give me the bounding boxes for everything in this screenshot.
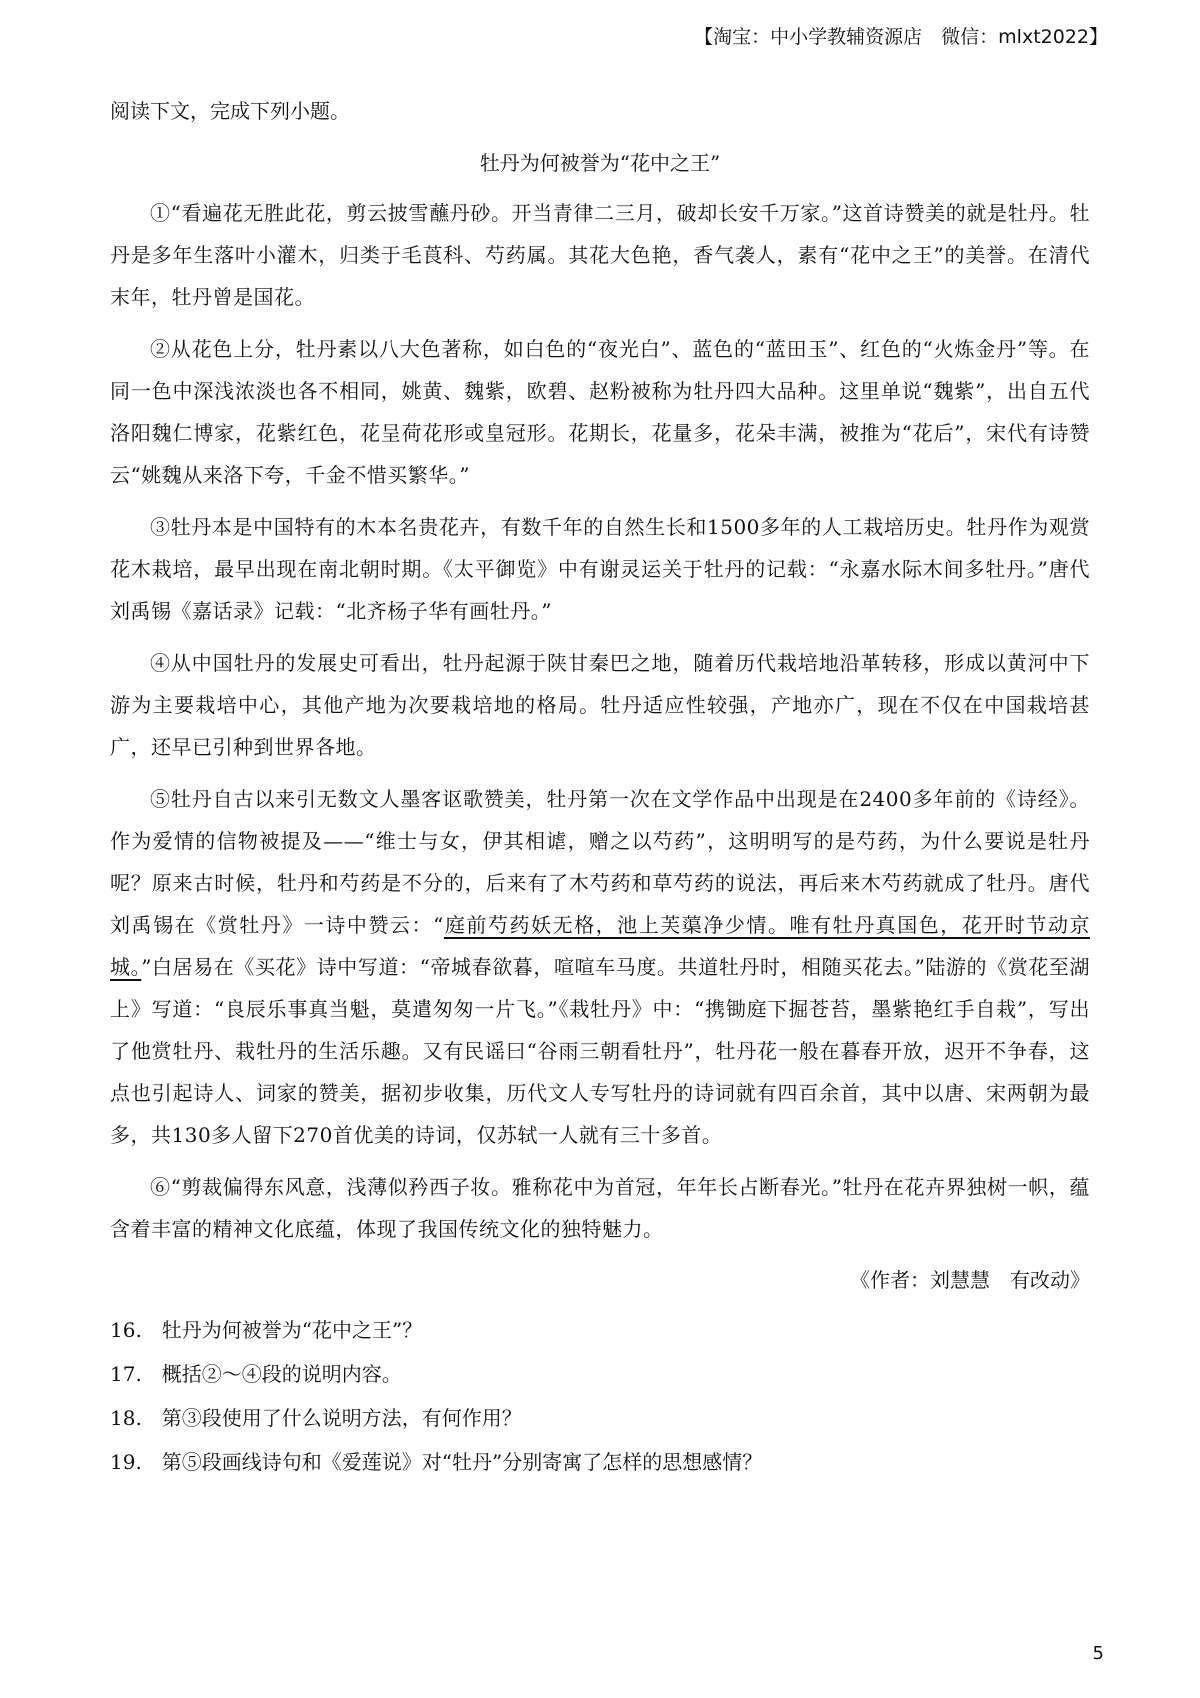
question-18: 18. 第③段使用了什么说明方法，有何作用？ [110, 1406, 522, 1430]
paragraph-4: ④从中国牡丹的发展史可看出，牡丹起源于陕甘秦巴之地，随着历代栽培地沿革转移，形成以黄河中下游为主要栽培中心，其他产地为次要栽培地的格局。牡丹适应性较强，产地亦广，现在不仅在中国栽培甚广，还早已引种到世界各地。 [110, 651, 1090, 759]
question-17: 17. 概括②～④段的说明内容。 [110, 1362, 402, 1386]
paragraph-1: ①“看遍花无胜此花，剪云披雪蘸丹砂。开当青律二三月，破却长安千万家。”这首诗赞美的就是牡丹。牡丹是多年生落叶小灌木，归类于毛莨科、芍药属。其花大色艳，香气袭人，素有“花中之王”的美誉。在清代末年，牡丹曾是国花。 [110, 201, 1090, 309]
question-19: 19. 第⑤段画线诗句和《爱莲说》对“牡丹”分别寄寓了怎样的思想感情？ [110, 1450, 763, 1474]
header-note: 【淘宝：中小学教辅资源店 微信：mlxt2022】 [694, 26, 1108, 48]
underlined-poem: 庭前芍药妖无格，池上芙蕖净少情。唯有牡丹真国色，花开时节动京城。 [110, 913, 1091, 979]
page-number: 5 [1092, 1643, 1104, 1664]
paragraph-3: ③牡丹本是中国特有的木本名贵花卉，有数千年的自然生长和1500多年的人工栽培历史。牡丹作为观赏花木栽培，最早出现在南北朝时期。《太平御览》中有谢灵运关于牡丹的记载：“永嘉水际木间多牡丹。”唐代刘禹锡《嘉话录》记载：“北齐杨子华有画牡丹。” [110, 515, 1090, 623]
paragraph-6: ⑥“剪裁偏得东风意，浅薄似矜西子妆。雅称花中为首冠，年年长占断春光。”牡丹在花卉界独树一帜，蕴含着丰富的精神文化底蕴，体现了我国传统文化的独特魅力。 [110, 1175, 1090, 1241]
paragraph-5-text-before: ⑤牡丹自古以来引无数文人墨客讴歌赞美，牡丹第一次在文学作品中出现是在2400多年前的《诗经》。作为爱情的信物被提及——“维士与女，伊其相谑，赠之以芍药”，这明明写的是芍药，为什么要说是牡丹呢？原来古时候，牡丹和芍药是不分的，后来有了木芍药和草芍药的说法，再后来木芍药就成了牡丹。唐代刘禹锡在《赏牡丹》一诗中赞云：“ [110, 787, 1090, 937]
instruction: 阅读下文，完成下列小题。 [110, 99, 350, 123]
document-page [110, 96, 1090, 1484]
question-16: 16. 牡丹为何被誉为“花中之王”？ [110, 1318, 423, 1342]
source-attribution: 《作者：刘慧慧 有改动》 [850, 1268, 1090, 1292]
paragraph-5-text-after: ”白居易在《买花》诗中写道：“帝城春欲暮，喧喧车马度。共道牡丹时，相随买花去。”陆游的《赏花至湖上》写道：“良辰乐事真当魁，莫遣匆匆一片飞。”《栽牡丹》中：“携锄庭下掘苍苔，墨紫艳红手自栽”，写出了他赏牡丹、栽牡丹的生活乐趣。又有民谣曰“谷雨三朝看牡丹”，牡丹花一般在暮春开放，迟开不争春，这点也引起诗人、词家的赞美，据初步收集，历代文人专写牡丹的诗词就有四百余首，其中以唐、宋两朝为最多，共130多人留下270首优美的诗词，仅苏轼一人就有三十多首。 [110, 955, 1090, 1147]
paragraph-2: ②从花色上分，牡丹素以八大色著称，如白色的“夜光白”、蓝色的“蓝田玉”、红色的“火炼金丹”等。在同一色中深浅浓淡也各不相同，姚黄、魏紫，欧碧、赵粉被称为牡丹四大品种。这里单说“魏紫”，出自五代洛阳魏仁博家，花紫红色，花呈荷花形或皇冠形。花期长，花量多，花朵丰满，被推为“花后”，宋代有诗赞云“姚魏从来洛下夸，千金不惜买繁华。” [110, 337, 1090, 487]
paragraph-5 [110, 778, 1090, 1156]
article-title: 牡丹为何被誉为“花中之王” [479, 151, 721, 175]
